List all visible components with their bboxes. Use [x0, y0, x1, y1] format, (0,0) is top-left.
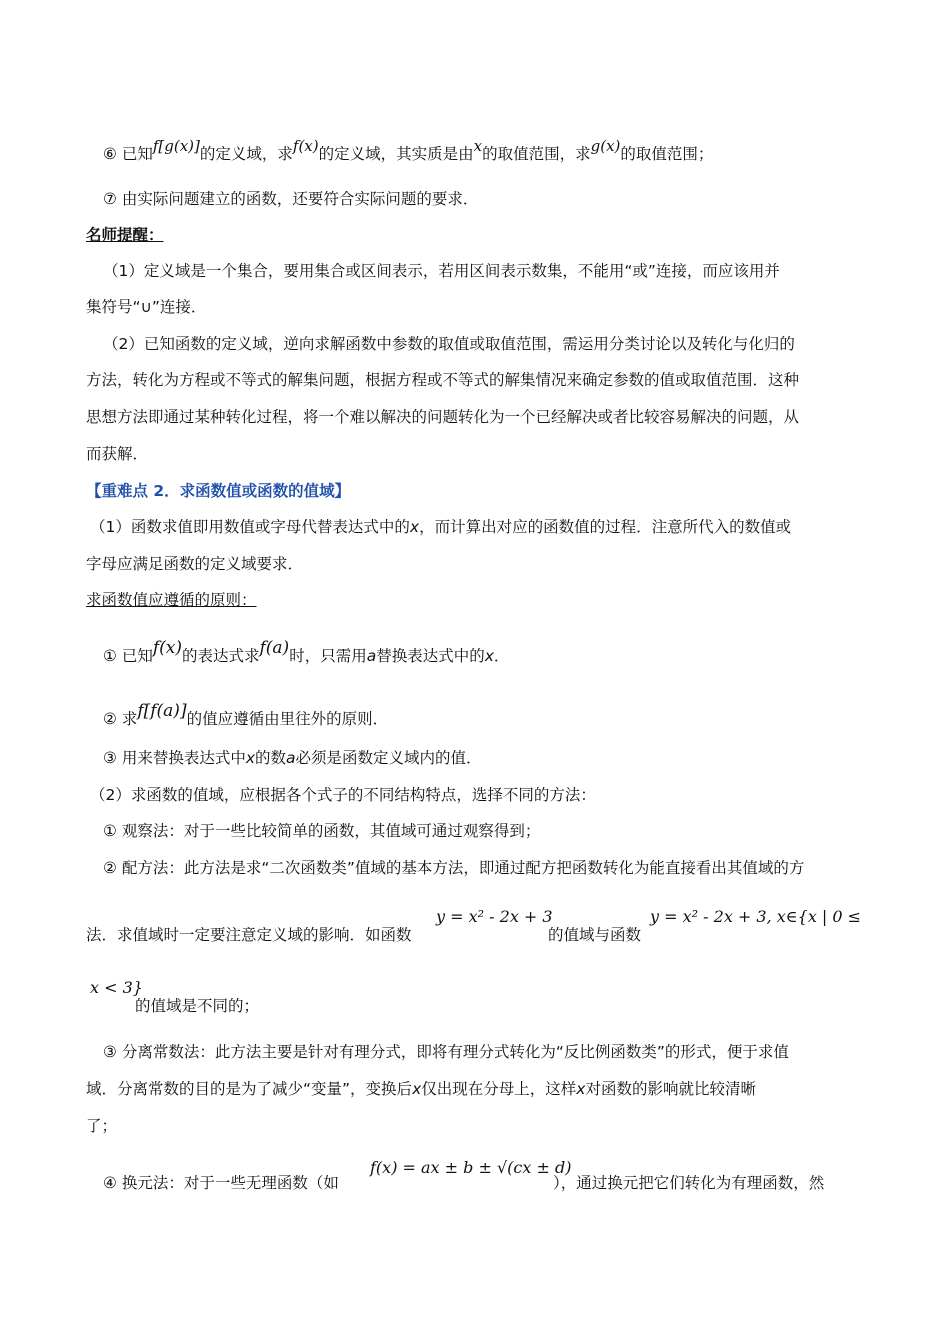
formula-f-a: f(a)	[259, 638, 290, 658]
item6-text1: 已知	[121, 145, 153, 163]
s2p1-line2: 字母应满足函数的定义域要求．	[86, 555, 304, 573]
method-observe-line: ① 观察法：对于一些比较简单的函数，其值域可通过观察得到；	[103, 822, 541, 840]
principle3-var-a: a	[286, 749, 296, 767]
method-separate-line2-c: 对函数的影响就比较清晰	[585, 1080, 756, 1098]
principle3-c: 必须是函数定义域内的值．	[295, 749, 482, 767]
tip2-line2: 方法，转化为方程或不等式的解集问题，根据方程或不等式的解集情况来确定参数的值或取值范围．这种	[86, 371, 800, 389]
principle1-g: ．	[493, 647, 510, 665]
item6-line	[103, 137, 714, 165]
method-separate-line2-a: 域．分离常数的目的是为了减少“变量”，变换后	[86, 1080, 413, 1098]
method-separate-line1: ③ 分离常数法：此方法主要是针对有理分式，即将有理分式转化为“反比例函数类”的形式，便于求值	[103, 1043, 789, 1061]
method-square-line2-a: 法．求值域时一定要注意定义域的影响．如函数	[86, 926, 412, 944]
s2p1-line1-b: ，而计算出对应的函数值的过程．注意所代入的数值或	[419, 518, 792, 536]
teacher-tip-heading: 名师提醒：	[86, 226, 164, 244]
formula-f-f-a: f[f(a)]	[137, 701, 187, 721]
formula-quadratic-2-cont: x < 3}	[90, 978, 143, 997]
tip2-line3: 思想方法即通过某种转化过程，将一个难以解决的问题转化为一个已经解决或者比较容易解决的问题，从	[86, 408, 800, 426]
method-square-line2	[86, 924, 412, 946]
item6-text2: 的定义域，求	[199, 145, 293, 163]
formula-g-x: g(x)	[590, 137, 621, 155]
method-substitute-a: ④ 换元法：对于一些无理函数（如	[103, 1174, 339, 1192]
formula-f-x: f(x)	[292, 137, 319, 155]
principles-heading: 求函数值应遵循的原则：	[86, 591, 257, 609]
s2p2-line: （2）求函数的值域，应根据各个式子的不同结构特点，选择不同的方法：	[90, 786, 596, 804]
principle1-line	[103, 638, 510, 667]
principle1-b: 的表达式求	[181, 647, 260, 665]
formula-quadratic-1: y = x² - 2x + 3	[436, 907, 553, 926]
item6-marker: ⑥	[103, 145, 117, 163]
s2p1-var-x: x	[409, 518, 420, 536]
method-square-line2-b: 的值域与函数	[548, 926, 642, 944]
principle3-b: 的数	[255, 749, 287, 767]
method-substitute-b: ），通过换元把它们转化为有理函数，然	[553, 1174, 825, 1192]
formula-quadratic-2: y = x² - 2x + 3, x∈{x | 0 ≤	[650, 907, 862, 926]
principle2-b: 的值应遵循由里往外的原则．	[186, 710, 389, 728]
principle1-var-a: a	[366, 647, 377, 665]
formula-f-x-2: f(x)	[152, 638, 182, 658]
principle3-var-x: x	[245, 749, 256, 767]
formula-f-of-g-x: f[g(x)]	[152, 137, 200, 155]
s2p1-line1	[90, 516, 791, 538]
principle2-a: ② 求	[103, 710, 138, 728]
principle1-e: 替换表达式中的	[376, 647, 485, 665]
item6-text4: 的取值范围，求	[482, 145, 591, 163]
principle1-var-x: x	[484, 647, 494, 665]
method-separate-line2-b: 仅出现在分母上，这样	[421, 1080, 577, 1098]
formula-x: x	[473, 137, 483, 155]
principle1-c: 时，只需用	[289, 647, 367, 665]
method-substitute-line	[103, 1172, 339, 1194]
item6-text3: 的定义域，其实质是由	[318, 145, 474, 163]
principle1-a: ① 已知	[103, 647, 153, 665]
formula-irrational: f(x) = ax ± b ± √(cx ± d)	[370, 1158, 572, 1177]
method-separate-line2	[86, 1078, 756, 1100]
tip2-line1: （2）已知函数的定义域，逆向求解函数中参数的取值或取值范围，需运用分类讨论以及转化与化归的	[103, 335, 795, 353]
method-square-line1: ② 配方法：此方法是求“二次函数类”值域的基本方法，即通过配方把函数转化为能直接看出其值域的方	[103, 859, 805, 877]
item6-text5: 的取值范围；	[620, 145, 714, 163]
method-square-line3: 的值域是不同的；	[135, 997, 260, 1015]
principle2-line	[103, 701, 389, 730]
principle3-line	[103, 747, 482, 769]
s2p1-line1-a: （1）函数求值即用数值或字母代替表达式中的	[90, 518, 410, 536]
tip1-line1: （1）定义域是一个集合，要用集合或区间表示，若用区间表示数集，不能用“或”连接，而应该用并	[103, 262, 780, 280]
tip2-line4: 而获解．	[86, 445, 149, 463]
tip1-line2: 集符号“∪”连接．	[86, 298, 207, 316]
method-separate-line3: 了；	[86, 1117, 118, 1135]
method-separate-var-x2: x	[576, 1080, 586, 1098]
item7-line: ⑦ 由实际问题建立的函数，还要符合实际问题的要求．	[103, 190, 479, 208]
section2-heading: 【重难点 2．求函数值或函数的值域】	[86, 482, 351, 500]
method-separate-var-x1: x	[412, 1080, 422, 1098]
principle3-a: ③ 用来替换表达式中	[103, 749, 246, 767]
